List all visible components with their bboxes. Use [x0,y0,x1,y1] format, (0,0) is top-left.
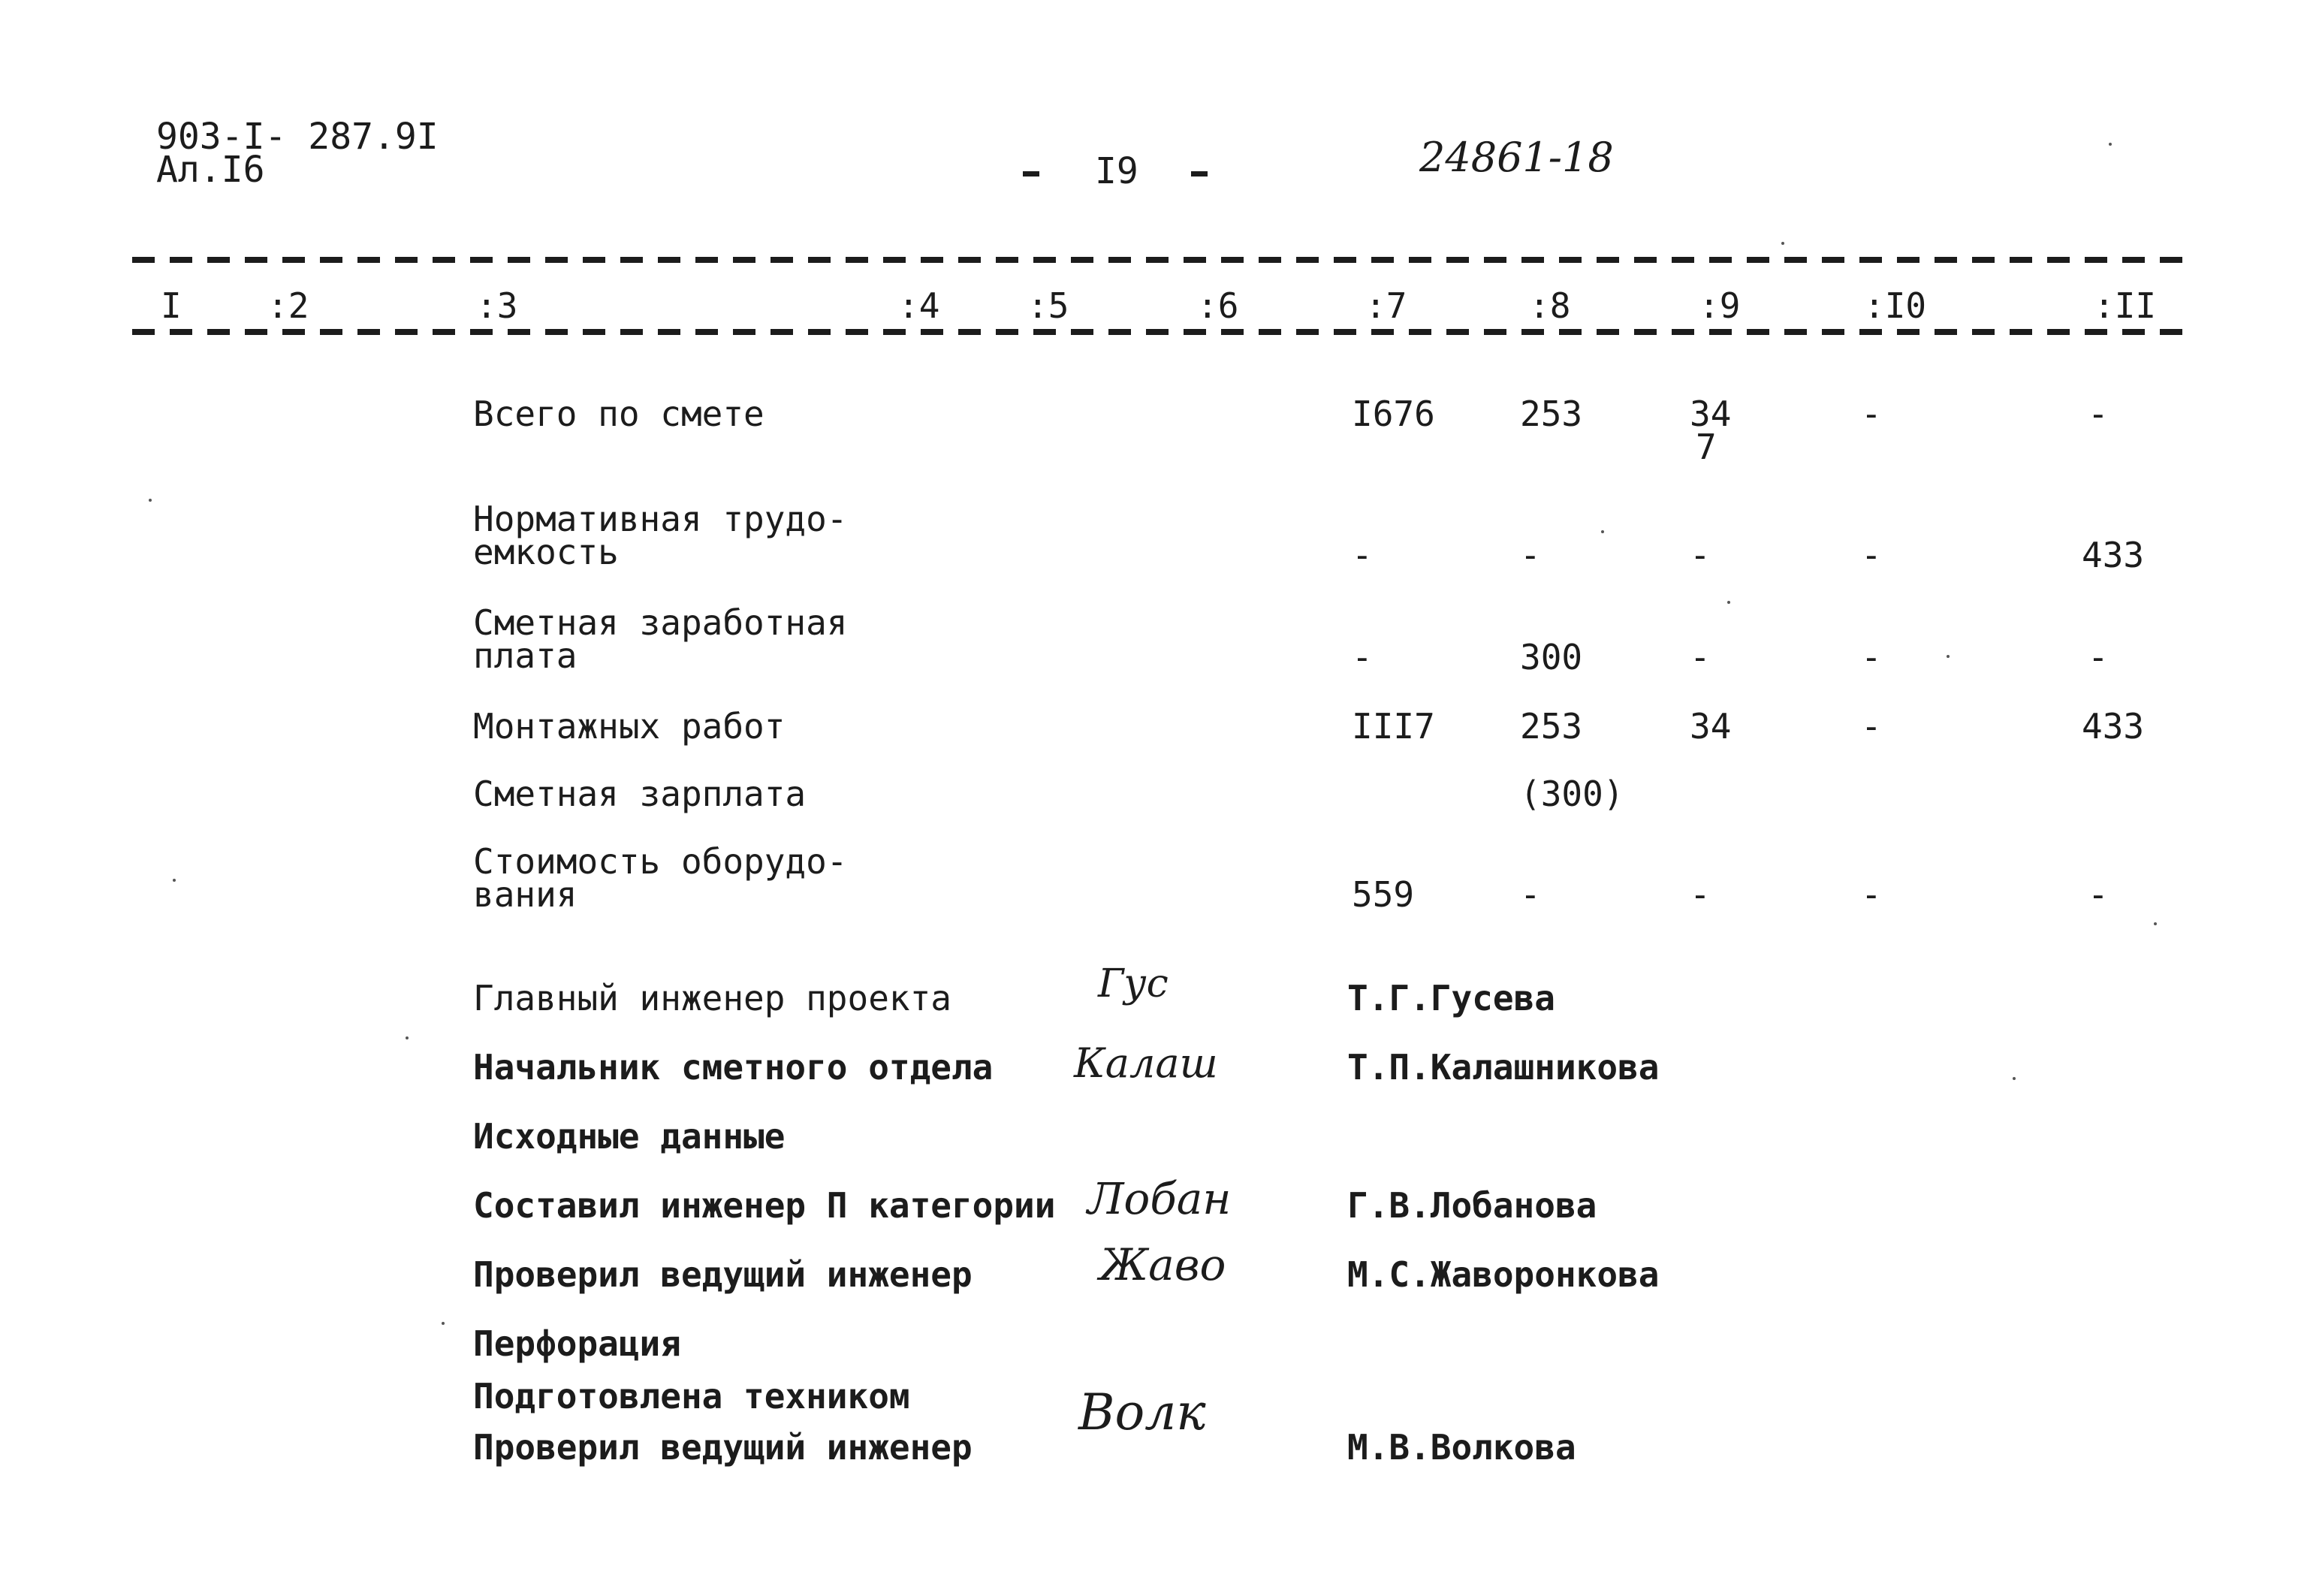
scan-speck [2154,922,2157,925]
signature-checker: Жаво [1099,1239,1226,1290]
row-installation-col9: 34 [1690,706,1732,747]
row-label-total: Всего по смете [473,394,764,434]
row-equipment-col8: - [1520,874,1541,915]
row-labor-col7: - [1352,535,1373,575]
row-total-col11: - [2088,394,2109,434]
signatory-name-chief-engineer: Т.Г.Гусева [1347,978,1555,1018]
row-label-wages-line1: Сметная заработная [473,602,848,643]
row-label-equipment-line1: Стоимость оборудо- [473,841,848,882]
section-perforation: Перфорация [473,1323,681,1364]
column-number-4: :4 [898,285,940,326]
scan-speck [442,1322,445,1325]
row-wages-col9: - [1690,637,1711,677]
row-wages-col10: - [1861,637,1882,677]
scan-speck [406,1036,409,1039]
column-number-10: :I0 [1864,285,1927,326]
row-label-salary: Сметная зарплата [473,774,807,814]
row-total-col9-sub: 7 [1696,427,1717,467]
row-total-col10: - [1861,394,1882,434]
inventory-number: 24861-18 [1419,134,1614,181]
row-label-labor-line1: Нормативная трудо- [473,499,848,539]
row-installation-col7: III7 [1352,706,1435,747]
row-wages-col11: - [2088,637,2109,677]
row-total-col9: 34 [1690,394,1732,434]
signatory-name-compiler: Г.В.Лобанова [1347,1185,1597,1226]
row-labor-col10: - [1861,535,1882,575]
header-rule-bottom [132,329,2182,335]
row-salary-col8: (300) [1520,774,1624,814]
signatory-role-checker: Проверил ведущий инженер [473,1254,973,1295]
signatory-name-checker: М.С.Жаворонкова [1347,1254,1660,1295]
row-equipment-col9: - [1690,874,1711,915]
row-label-wages-line2: плата [473,635,578,676]
page-number-dash-right [1191,171,1208,176]
signature-estimate-head: Калаш [1074,1039,1218,1087]
column-number-6: :6 [1197,285,1239,326]
signatory-role-chief-engineer: Главный инженер проекта [473,978,951,1018]
scan-speck [2109,143,2112,146]
signatory-role-checker-2: Проверил ведущий инженер [473,1427,973,1468]
signatory-name-estimate-head: Т.П.Калашникова [1347,1047,1660,1088]
row-installation-col8: 253 [1520,706,1583,747]
scan-speck [173,879,176,882]
scan-speck [1781,242,1784,245]
signature-chief-engineer: Гус [1098,961,1169,1006]
section-source-data: Исходные данные [473,1116,786,1157]
page-number-dash-left [1023,171,1039,176]
row-installation-col10: - [1861,706,1882,747]
row-labor-col11: 433 [2082,535,2145,575]
column-number-8: :8 [1529,285,1571,326]
signatory-role-compiler: Составил инженер П категории [473,1185,1056,1226]
scan-speck [1947,655,1950,658]
row-label-equipment-line2: вания [473,874,578,915]
column-number-7: :7 [1365,285,1407,326]
row-total-col8: 253 [1520,394,1583,434]
row-installation-col11: 433 [2082,706,2145,747]
section-prepared-by-technician: Подготовлена техником [473,1376,910,1416]
scan-speck [2013,1077,2016,1080]
row-total-col7: I676 [1352,394,1435,434]
column-number-11: :II [2094,285,2157,326]
row-label-installation: Монтажных работ [473,706,786,747]
signature-compiler: Лобан [1087,1173,1232,1224]
header-rule-top [132,257,2182,263]
column-number-9: :9 [1699,285,1741,326]
signatory-name-checker-2: М.В.Волкова [1347,1427,1576,1468]
row-wages-col7: - [1352,637,1373,677]
page-number: I9 [1095,150,1138,192]
album-number: Ал.I6 [156,149,265,191]
row-label-labor-line2: емкость [473,532,619,572]
column-number-2: :2 [267,285,309,326]
scan-speck [1601,530,1604,533]
scan-speck [1727,601,1730,604]
row-equipment-col7: 559 [1352,874,1415,915]
column-number-3: :3 [476,285,518,326]
column-number-5: :5 [1027,285,1069,326]
row-labor-col9: - [1690,535,1711,575]
row-wages-col8: 300 [1520,637,1583,677]
row-equipment-col11: - [2088,874,2109,915]
scan-speck [149,499,152,502]
signature-checker-2: Волк [1078,1383,1206,1441]
document-code: 903-I- 287.9I [156,116,439,158]
column-number-1: I [161,285,182,326]
row-equipment-col10: - [1861,874,1882,915]
signatory-role-estimate-head: Начальник сметного отдела [473,1047,994,1088]
row-labor-col8: - [1520,535,1541,575]
